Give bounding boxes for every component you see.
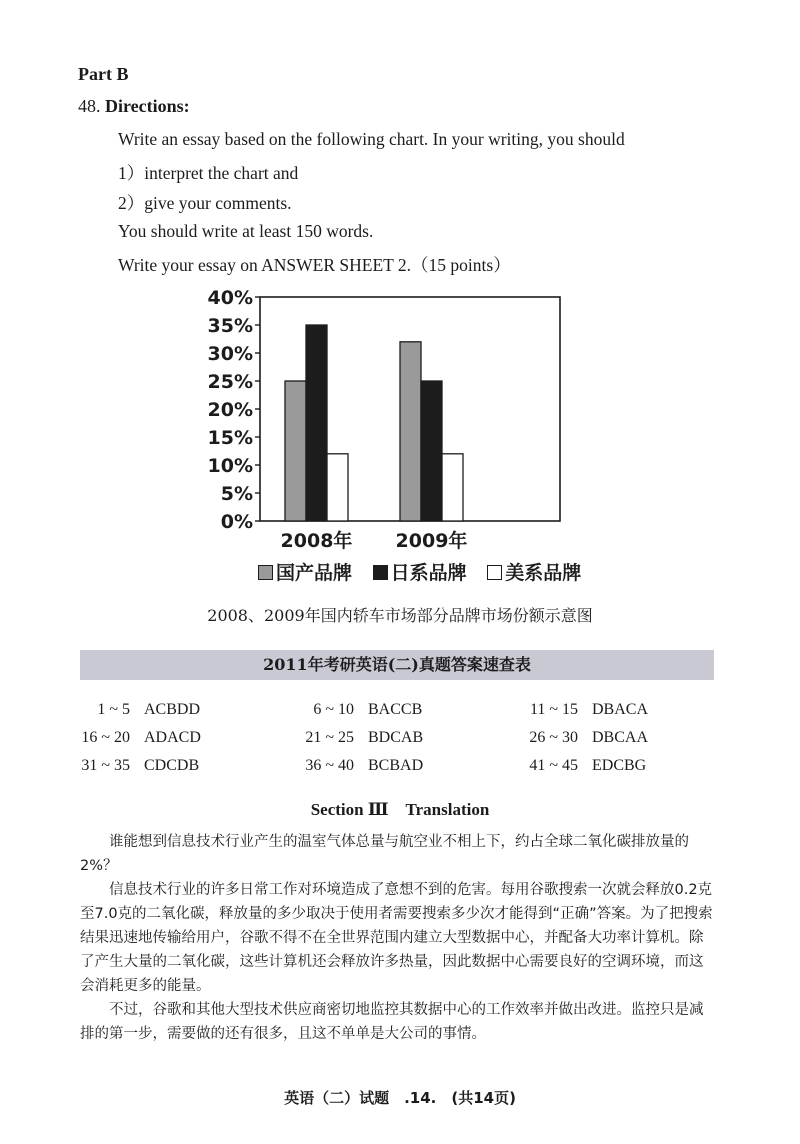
answer-key-entry [72, 729, 201, 747]
translation-paragraph: 谁能想到信息技术行业产生的温室气体总量与航空业不相上下，约占全球二氧化碳排放量的2%？ [80, 834, 689, 874]
directions-heading: Directions: [105, 96, 190, 116]
legend-item-domestic [258, 562, 352, 584]
answer-letters: BDCAB [368, 729, 424, 746]
bar [421, 381, 442, 521]
answer-key-entry [520, 757, 646, 775]
answer-letters: BACCB [368, 701, 423, 718]
directions-line: You should write at least 150 words. [118, 221, 374, 241]
answer-key-entry [296, 757, 423, 775]
bar [442, 454, 463, 521]
answer-range: 1 ~ 5 [97, 701, 130, 718]
legend-item-japanese [373, 562, 467, 584]
y-tick-label: 5% [220, 483, 253, 505]
answer-letters: DBACA [592, 701, 649, 718]
answer-range: 41 ~ 45 [529, 757, 578, 774]
answer-key-entry [520, 729, 648, 747]
market-share-bar-chart [200, 285, 570, 555]
bar [285, 381, 306, 521]
answer-range: 36 ~ 40 [305, 757, 354, 774]
legend-swatch-japanese [373, 565, 388, 580]
bar [400, 342, 421, 521]
bar [327, 454, 348, 521]
translation-paragraph: 不过，谷歌和其他大型技术供应商密切地监控其数据中心的工作效率并做出改进。监控只是减排的第一步，需要做的还有很多，且这不单单是大公司的事情。 [80, 1002, 704, 1042]
chart-caption: 2008、2009年国内轿车市场部分品牌市场份额示意图 [207, 606, 593, 625]
legend-label-japanese: 日系品牌 [390, 562, 467, 584]
answer-letters: BCBAD [368, 757, 424, 774]
x-tick-label: 2009年 [395, 530, 468, 552]
answer-letters: CDCDB [144, 757, 200, 774]
section-heading: Section Ⅲ Translation [310, 800, 490, 819]
legend-swatch-domestic [258, 565, 273, 580]
y-tick-label: 25% [207, 371, 253, 393]
answer-letters: EDCBG [592, 757, 647, 774]
legend-swatch-american [487, 565, 502, 580]
legend-label-domestic: 国产品牌 [276, 562, 353, 584]
answer-range: 21 ~ 25 [305, 729, 354, 746]
directions-line: Write an essay based on the following chart. In your writing, you should [118, 129, 625, 149]
answer-key-banner: 2011年考研英语(二)真题答案速查表 [80, 650, 714, 680]
answer-letters: DBCAA [592, 729, 649, 746]
y-tick-label: 10% [207, 455, 253, 477]
answer-key-entry [296, 729, 423, 747]
answer-range: 11 ~ 15 [529, 701, 578, 718]
question-number: 48. [78, 96, 101, 116]
answer-key-entry [72, 757, 199, 775]
answer-key-entry [296, 701, 422, 719]
y-tick-label: 30% [207, 343, 253, 365]
answer-letters: ADACD [144, 729, 201, 746]
directions-line: Write your essay on ANSWER SHEET 2.（15 points） [118, 255, 511, 275]
part-label: Part B [78, 64, 129, 84]
answer-range: 6 ~ 10 [313, 701, 354, 718]
bar [306, 325, 327, 521]
chart-legend [258, 558, 595, 585]
directions-line: 2）give your comments. [118, 193, 292, 213]
translation-paragraph: 信息技术行业的许多日常工作对环境造成了意想不到的危害。每用谷歌搜索一次就会释放0.2克至7.0克的二氧化碳，释放量的多少取决于使用者需要搜索多少次才能得到“正确”答案。为了把搜索结果迅速地传输给用户，谷歌不得不在全世界范围内建立大型数据中心，并配备大功率计算机。除了产生大量的二氧化碳，这些计算机还会释放许多热量，因此数据中心需要良好的空调环境，而这会消耗更多的能量。 [80, 882, 713, 994]
x-tick-label: 2008年 [280, 530, 353, 552]
legend-label-american: 美系品牌 [505, 562, 582, 584]
page-footer: 英语（二）试题 .14. (共14页) [284, 1089, 516, 1107]
answer-key-entry [72, 701, 200, 719]
legend-item-american [487, 562, 581, 584]
answer-range: 31 ~ 35 [81, 757, 130, 774]
y-tick-label: 40% [207, 287, 253, 309]
directions-line: 1）interpret the chart and [118, 163, 299, 183]
y-tick-label: 15% [207, 427, 253, 449]
y-tick-label: 35% [207, 315, 253, 337]
answer-range: 16 ~ 20 [81, 729, 130, 746]
answer-key-entry [520, 701, 648, 719]
y-tick-label: 20% [207, 399, 253, 421]
question-heading [78, 96, 190, 117]
answer-letters: ACBDD [144, 701, 201, 718]
answer-range: 26 ~ 30 [529, 729, 578, 746]
y-tick-label: 0% [220, 511, 253, 533]
